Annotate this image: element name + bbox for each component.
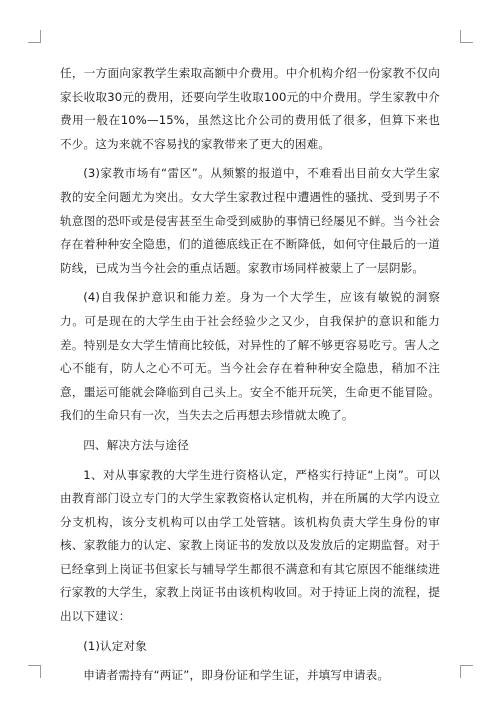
crop-mark-bottom-right [460, 665, 473, 678]
document-body [60, 62, 440, 688]
crop-mark-bottom-left [28, 665, 41, 678]
crop-mark-top-left [28, 30, 41, 43]
subheading-applicants: (1)认定对象 [83, 638, 148, 653]
paragraph-self-protection: (4)自我保护意识和能力差。身为一个大学生，应该有敏锐的洞察力。可是现在的大学生由于社会经验少之又少，自我保护的意识和能力差。特别是女大学生情商比较低，对异性的了解不够更容易吃亏。害人之心不能有，防人之心不可无。当今社会存在着种种安全隐患，稍加不注意，噩运可能就会降临到自己头上。安全不能开玩笑，生命更不能冒险。我们的生命只有一次，当失去之后再想去珍惜就太晚了。 [60, 290, 440, 423]
paragraph-certification: 1、对从事家教的大学生进行资格认定，严格实行持证“上岗”。可以由教育部门设立专门的大学生家教资格认定机构，并在所属的大学内设立分支机构，该分支机构可以由学工处管辖。该机构负责大学生身份的审核、家教能力的认定、家教上岗证书的发放以及发放后的定期监督。对于已经拿到上岗证书但家长与辅导学生都很不满意和有其它原因不能继续进行家教的大学生，家教上岗证书由该机构收回。对于持证上岗的流程，提出以下建议： [60, 467, 440, 624]
section-heading-solutions: 四、解决方法与途径 [83, 437, 189, 452]
crop-mark-top-right [460, 30, 473, 43]
paragraph-applicant-requirements: 申请者需持有“两证”，即身份证和学生证，并填写申请表。 [83, 668, 390, 683]
paragraph-minefield: (3)家教市场有“雷区”。从频繁的报道中，不难看出目前女大学生家教的安全问题尤为突出。女大学生家教过程中遭遇性的骚扰、受到男子不轨意图的恐吓或是侵害甚至生命受到威胁的事情已经屡见不鲜。当今社会存在着种种安全隐患，们的道德底线正在不断降低，如何守住最后的一道防线，已成为当今社会的重点话题。家教市场同样被蒙上了一层阴影。 [60, 166, 440, 275]
paragraph-continuation: 任，一方面向家教学生索取高额中介费用。中介机构介绍一份家教不仅向家长收取30元的费用，还要向学生收取100元的中介费用。学生家教中介费用一般在10%—15%，虽然这比介公司的费用低了很多，但算下来也不少。这为来就不容易找的家教带来了更大的困难。 [60, 66, 440, 151]
